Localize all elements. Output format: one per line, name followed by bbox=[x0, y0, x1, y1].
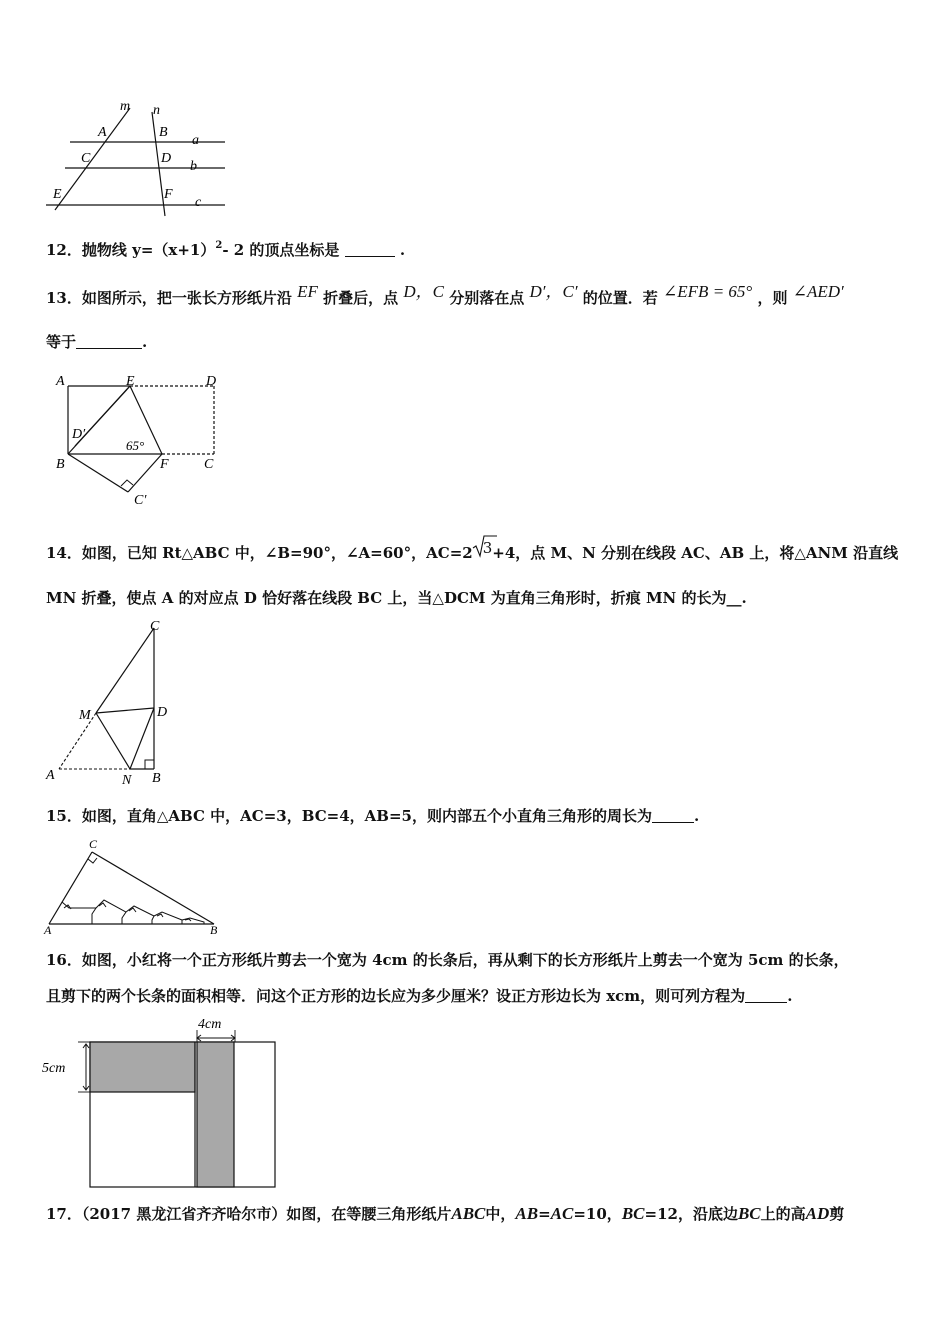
q17-t1: 中， bbox=[485, 1205, 516, 1223]
question-17 bbox=[46, 1204, 844, 1224]
q13-t3: 分别落在点 bbox=[449, 289, 525, 307]
q12-text2: - 2 的顶点坐标是 bbox=[222, 241, 340, 259]
q15-number: 15． bbox=[46, 807, 82, 825]
q12-text: 抛物线 y=（x+1） bbox=[81, 241, 216, 259]
label-F: F bbox=[164, 187, 173, 202]
label-D: D bbox=[157, 705, 168, 720]
q16-line2: 且剪下的两个长条的面积相等．问这个正方形的边长应为多少厘米？设正方形边长为 xcm，则可列方程为 bbox=[46, 987, 746, 1005]
label-c: c bbox=[195, 195, 202, 210]
q14-t2: +4，点 M、N 分别在线段 AC、AB 上，将△ANM 沿直线 bbox=[492, 544, 899, 562]
q15-answer-blank[interactable] bbox=[652, 808, 694, 823]
label-B: B bbox=[159, 125, 168, 140]
question-13 bbox=[46, 282, 844, 308]
q13-answer-blank[interactable] bbox=[76, 334, 142, 349]
q15-end: . bbox=[693, 807, 700, 825]
q12-number: 12． bbox=[46, 241, 82, 259]
q17-t6: 剪 bbox=[829, 1205, 845, 1223]
question-14-line2 bbox=[46, 588, 747, 608]
label-4cm: 4cm bbox=[198, 1017, 222, 1032]
q16-end: . bbox=[787, 987, 793, 1005]
q17-ac: AC bbox=[550, 1204, 574, 1223]
q13-t2: 折叠后，点 bbox=[323, 289, 399, 307]
label-a: a bbox=[192, 133, 199, 148]
q17-t2: = bbox=[538, 1205, 551, 1223]
q14-sqrt bbox=[473, 538, 493, 558]
q17-bc: BC bbox=[621, 1204, 645, 1223]
question-15 bbox=[46, 806, 699, 826]
q17-abc: ABC bbox=[451, 1204, 486, 1223]
label-C: C bbox=[150, 619, 160, 634]
label-A: A bbox=[44, 923, 52, 937]
label-N: N bbox=[122, 773, 132, 788]
q13-t5: ，则 bbox=[757, 289, 788, 307]
label-n: n bbox=[153, 103, 160, 118]
q17-t5: 上的高 bbox=[760, 1205, 806, 1223]
figure-right-triangle-fold bbox=[40, 618, 180, 788]
label-F: F bbox=[160, 457, 169, 472]
q15-text: 如图，直角△ABC 中，AC=3，BC=4，AB=5，则内部五个小直角三角形的周长为 bbox=[81, 807, 652, 825]
label-B: B bbox=[152, 771, 161, 786]
q13-angle-aed: ∠AED′ bbox=[792, 282, 844, 301]
q12-answer-blank[interactable] bbox=[345, 242, 395, 257]
label-angle-65: 65° bbox=[126, 438, 145, 453]
q13-dc: D，C bbox=[403, 282, 445, 301]
q13-number: 13． bbox=[46, 289, 82, 307]
q17-ab: AB bbox=[515, 1204, 539, 1223]
label-B: B bbox=[210, 923, 218, 937]
figure-staircase-triangle bbox=[44, 836, 224, 936]
label-5cm: 5cm bbox=[42, 1061, 66, 1076]
q17-bc2: BC bbox=[737, 1204, 761, 1223]
figure-folded-rectangle bbox=[52, 372, 232, 512]
question-16-line2 bbox=[46, 986, 792, 1006]
question-14 bbox=[46, 538, 898, 563]
q13-angle-efb: ∠EFB = 65° bbox=[663, 282, 753, 301]
q14-sqrt-value: 3 bbox=[482, 539, 493, 557]
figure-square-strips bbox=[40, 1014, 240, 1194]
label-E: E bbox=[126, 374, 135, 389]
label-b: b bbox=[190, 159, 197, 174]
q13-t1: 如图所示，把一张长方形纸片沿 bbox=[81, 289, 292, 307]
figure-parallel-lines bbox=[40, 98, 220, 218]
q16-line1: 如图，小红将一个正方形纸片剪去一个宽为 4cm 的长条后，再从剩下的长方形纸片上剪去一个宽为 5cm 的长条， bbox=[81, 951, 849, 969]
label-C: C bbox=[204, 457, 214, 472]
label-D-prime: D′ bbox=[72, 427, 86, 442]
label-C-prime: C′ bbox=[134, 493, 147, 508]
q17-ad: AD bbox=[805, 1204, 830, 1223]
label-B: B bbox=[56, 457, 65, 472]
q17-number: 17． bbox=[46, 1205, 82, 1223]
question-12 bbox=[46, 236, 405, 260]
label-A: A bbox=[98, 125, 107, 140]
q17-t3: =10， bbox=[573, 1205, 622, 1223]
q13-ef: EF bbox=[297, 282, 318, 301]
q13-dc-prime: D′，C′ bbox=[529, 282, 578, 301]
label-m: m bbox=[120, 99, 131, 114]
q13-t4: 的位置．若 bbox=[582, 289, 658, 307]
q16-number: 16． bbox=[46, 951, 82, 969]
label-E: E bbox=[53, 187, 62, 202]
q14-line2: MN 折叠，使点 A 的对应点 D 恰好落在线段 BC 上，当△DCM 为直角三角形时，折痕 MN 的长为__. bbox=[46, 589, 747, 607]
q13-end: . bbox=[142, 333, 148, 351]
sqrt-sign-icon bbox=[473, 536, 497, 558]
q14-number: 14． bbox=[46, 544, 82, 562]
label-A: A bbox=[46, 768, 55, 783]
q13-line2: 等于 bbox=[46, 333, 77, 351]
label-A: A bbox=[56, 374, 65, 389]
q16-answer-blank[interactable] bbox=[745, 988, 787, 1003]
q12-end: . bbox=[399, 241, 406, 259]
q12-exponent: 2 bbox=[215, 240, 223, 251]
question-16 bbox=[46, 950, 849, 970]
label-C: C bbox=[81, 151, 91, 166]
q17-t4: =12，沿底边 bbox=[644, 1205, 738, 1223]
label-M: M bbox=[79, 708, 91, 723]
label-C: C bbox=[89, 837, 98, 851]
label-D: D bbox=[161, 151, 172, 166]
q14-t1: 如图，已知 Rt△ABC 中，∠B=90°，∠A=60°，AC=2 bbox=[81, 544, 473, 562]
label-D: D bbox=[206, 374, 217, 389]
q17-source: （2017 黑龙江省齐齐哈尔市）如图，在等腰三角形纸片 bbox=[81, 1205, 452, 1223]
question-13-line2 bbox=[46, 332, 147, 352]
